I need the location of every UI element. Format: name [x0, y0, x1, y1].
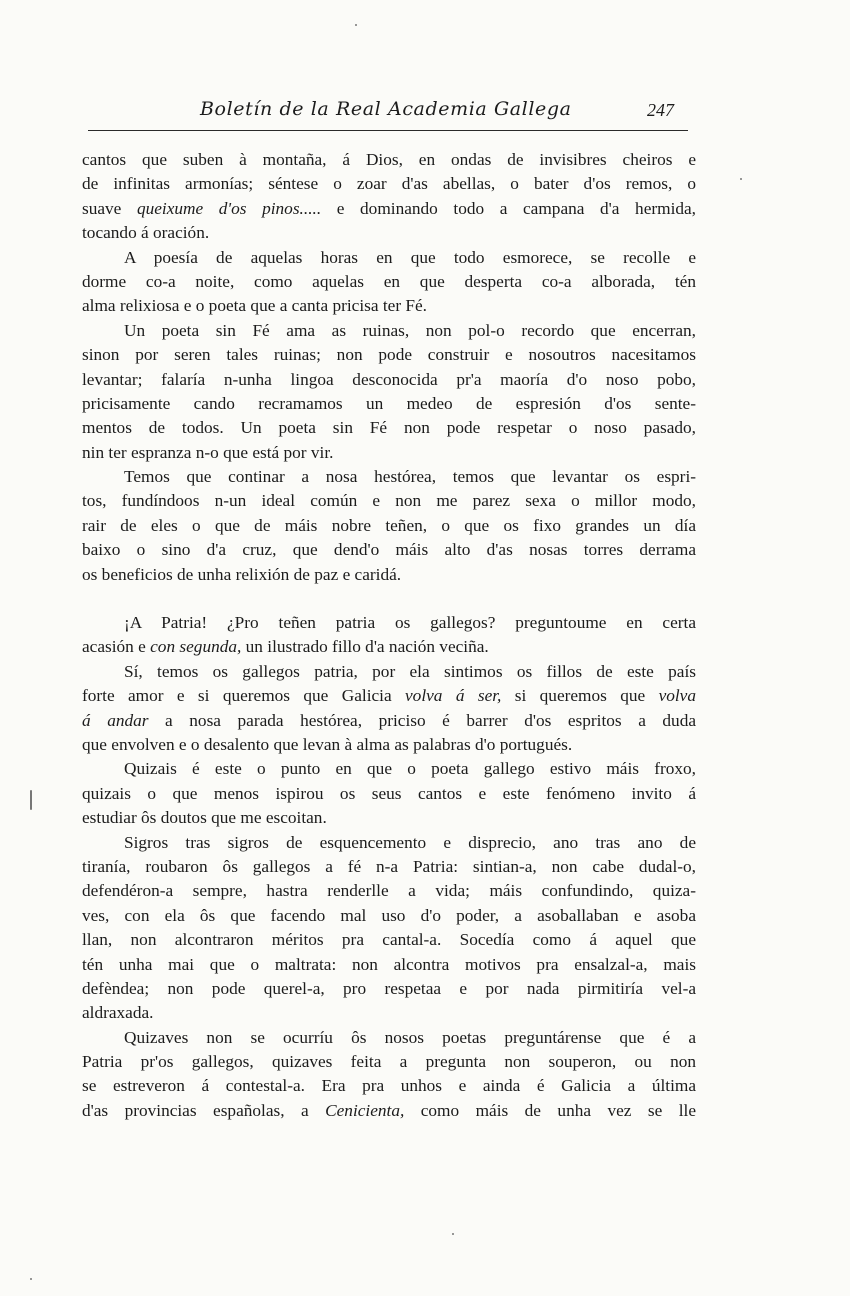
italic-run: volva á ser,	[405, 686, 502, 706]
text-run: tén unha mai que o maltrata: non alcontra motivos pra ensalzal-a, mais	[82, 954, 696, 974]
text-run: e dominando todo a campana d'a hermida,	[321, 198, 697, 218]
text-run: suave	[82, 198, 137, 218]
text-run: defendéron-a sempre, hastra renderlle a vida; máis confundindo, quiza-	[82, 881, 696, 901]
text-run: Un poeta sin Fé ama as ruinas, non pol-o recordo que encerran,	[124, 320, 696, 340]
text-line	[82, 294, 696, 318]
scan-speck	[30, 790, 32, 810]
text-run: si queremos que	[501, 686, 659, 706]
italic-run: Cenicienta,	[325, 1100, 405, 1120]
paragraph	[82, 148, 696, 246]
text-run: tocando á oración.	[82, 223, 210, 243]
text-run: que envolven e o desalento que levan à alma as palabras d'o portugués.	[82, 734, 573, 754]
text-line	[82, 343, 696, 367]
text-line	[82, 148, 696, 172]
scan-speck	[355, 24, 357, 26]
text-run: un ilustrado fillo d'a nación veciña.	[241, 637, 489, 657]
paragraph	[82, 831, 696, 1026]
text-line	[82, 660, 696, 684]
paragraph	[82, 246, 696, 319]
text-run: dorme co-a noite, como aquelas en que desperta co-a alborada, tén	[82, 271, 696, 291]
text-run: baixo o sino d'a cruz, que dend'o máis alto d'as nosas torres derrama	[82, 540, 696, 560]
italic-run: á andar	[82, 710, 149, 730]
text-line	[82, 489, 696, 513]
text-run: rair de eles o que de máis nobre teñen, o que os fixo grandes un día	[82, 515, 696, 535]
text-line	[82, 1001, 696, 1025]
text-line	[82, 319, 696, 343]
text-line	[82, 538, 696, 562]
text-line	[82, 465, 696, 489]
text-run: Patria pr'os gallegos, quizaves feita a pregunta non souperon, ou non	[82, 1052, 696, 1072]
text-run: sinon por seren tales ruinas; non pode construir e nosoutros nacesitamos	[82, 345, 696, 365]
text-line	[82, 709, 696, 733]
text-line	[82, 197, 696, 221]
text-line	[82, 270, 696, 294]
text-line	[82, 733, 696, 757]
scan-speck	[30, 1278, 32, 1280]
text-line	[82, 684, 696, 708]
text-line	[82, 392, 696, 416]
text-line	[82, 514, 696, 538]
text-line	[82, 977, 696, 1001]
paragraph	[82, 1026, 696, 1124]
text-line	[82, 782, 696, 806]
text-line	[82, 635, 696, 659]
text-run: a nosa parada hestórea, priciso é barrer d'os espritos a duda	[148, 710, 697, 730]
text-run: mentos de todos. Un poeta sin Fé non pode respetar o noso pasado,	[82, 418, 696, 438]
text-run: nin ter espranza n-o que está por vir.	[82, 442, 334, 462]
paragraph	[82, 611, 696, 660]
text-line	[82, 855, 696, 879]
text-run: se estreveron á contestal-a. Era pra unhos e ainda é Galicia a última	[82, 1076, 696, 1096]
running-header	[88, 96, 688, 131]
text-line	[82, 831, 696, 855]
text-line	[82, 611, 696, 635]
text-line	[82, 953, 696, 977]
text-run: alma relixiosa e o poeta que a canta pricisa ter Fé.	[82, 296, 427, 316]
text-line	[82, 221, 696, 245]
text-run: os beneficios de unha relixión de paz e caridá.	[82, 564, 402, 584]
text-line	[82, 416, 696, 440]
text-line	[82, 879, 696, 903]
text-run: de infinitas armonías; séntese o zoar d'as abellas, o bater d'os remos, o	[82, 174, 696, 194]
text-run: aldraxada.	[82, 1003, 154, 1023]
text-line	[82, 757, 696, 781]
text-run: como máis de unha vez se lle	[404, 1100, 697, 1120]
text-run: llan, non alcontraron méritos pra cantal-a. Socedía como á aquel que	[82, 930, 696, 950]
text-run: ves, con ela ôs que facendo mal uso d'o poder, a asoballaban e asoba	[82, 905, 696, 925]
text-line	[82, 172, 696, 196]
text-line	[82, 806, 696, 830]
text-run: Sigros tras sigros de esquencemento e disprecio, ano tras ano de	[124, 832, 696, 852]
text-run: Quizaves non se ocurríu ôs nosos poetas preguntárense que é a	[124, 1027, 696, 1047]
text-run: tos, fundíndoos n-un ideal común e non me parez sexa o millor modo,	[82, 491, 696, 511]
text-run: levantar; falaría n-unha lingoa desconocida pr'a maoría d'o noso pobo,	[82, 369, 696, 389]
paragraph	[82, 660, 696, 758]
text-line	[82, 1026, 696, 1050]
text-run: Quizais é este o punto en que o poeta gallego estivo máis froxo,	[124, 759, 696, 779]
journal-title: Boletín de la Real Academia Gallega	[200, 98, 572, 120]
text-line	[82, 1099, 696, 1123]
text-run: quizais o que menos ispirou os seus cantos e este fenómeno invito á	[82, 783, 696, 803]
text-run: estudiar ôs doutos que me escoitan.	[82, 808, 327, 828]
italic-run: queixume d'os pinos.....	[136, 198, 322, 218]
text-run: acasión e	[82, 637, 151, 657]
text-line	[82, 441, 696, 465]
text-line	[82, 904, 696, 928]
paragraph	[82, 757, 696, 830]
text-run: pricisamente cando recramamos un medeo de espresión d'os sente-	[82, 393, 696, 413]
page-number: 247	[647, 100, 674, 120]
text-line	[82, 368, 696, 392]
text-line	[82, 928, 696, 952]
scan-speck	[740, 178, 742, 180]
text-run: d'as provincias españolas, a	[82, 1100, 326, 1120]
italic-run: con segunda,	[150, 637, 242, 657]
text-run: forte amor e si queremos que Galicia	[82, 686, 406, 706]
paragraph-gap	[82, 587, 696, 611]
text-run: cantos que suben à montaña, á Dios, en ondas de invisibres cheiros e	[82, 150, 696, 169]
text-run: defèndea; non pode querel-a, pro respetaa e por nada pirmitiría vel-a	[82, 978, 696, 998]
text-line	[82, 1050, 696, 1074]
paragraph	[82, 319, 696, 465]
text-run: Sí, temos os gallegos patria, por ela sintimos os fillos de este país	[124, 661, 696, 681]
text-run: Temos que continar a nosa hestórea, temos que levantar os espri-	[124, 467, 696, 487]
scan-speck	[452, 1233, 454, 1235]
text-line	[82, 1074, 696, 1098]
text-run: tiranía, roubaron ôs gallegos a fé n-a Patria: sintian-a, non cabe dudal-o,	[82, 856, 696, 876]
text-line	[82, 246, 696, 270]
text-run: A poesía de aquelas horas en que todo esmorece, se recolle e	[124, 247, 696, 267]
body-text	[82, 148, 696, 1123]
italic-run: volva	[658, 686, 696, 706]
text-run: ¡A Patria! ¿Pro teñen patria os gallegos? preguntoume en certa	[124, 613, 696, 633]
text-line	[82, 563, 696, 587]
paragraph	[82, 465, 696, 587]
